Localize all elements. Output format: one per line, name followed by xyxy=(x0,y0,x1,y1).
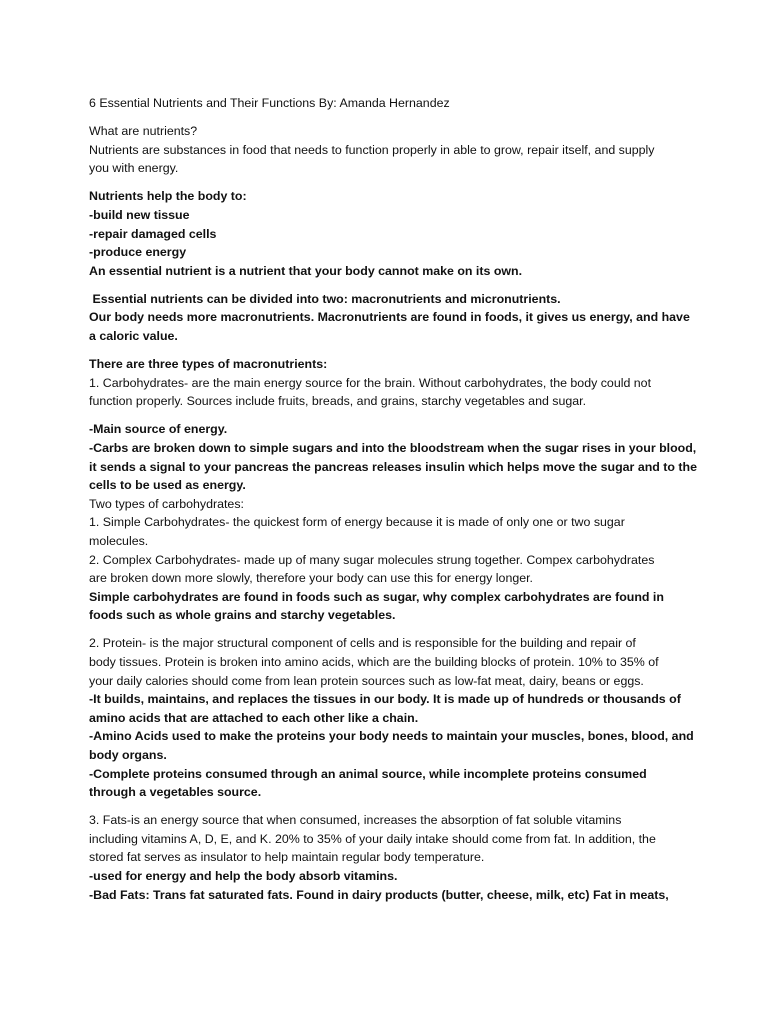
title-line: 6 Essential Nutrients and Their Functions By: Amanda Hernandez xyxy=(89,96,450,110)
text-line: 2. Protein- is the major structural component of cells and is responsible for the building and repair of xyxy=(89,636,636,651)
text-line: -Main source of energy. xyxy=(89,422,228,437)
text-line: including vitamins A, D, E, and K. 20% to 35% of your daily intake should come from fat. In addition, the xyxy=(89,831,656,846)
text-line: -Amino Acids used to make the proteins your body needs to maintain your muscles, bones, blood, and xyxy=(89,729,694,744)
text-line: -Bad Fats: Trans fat saturated fats. Found in dairy products (butter, cheese, milk, etc) Fat in meats, xyxy=(89,887,669,902)
text-line: cells to be used as energy. xyxy=(89,478,246,493)
text-line: it sends a signal to your pancreas the pancreas releases insulin which helps move the sugar and to the xyxy=(89,459,698,474)
text-line: are broken down more slowly, therefore your body can use this for energy longer. xyxy=(89,571,534,586)
document-body xyxy=(89,122,699,904)
text-line: What are nutrients? xyxy=(89,124,198,139)
text-line: stored fat serves as insulator to help maintain regular body temperature. xyxy=(89,850,485,865)
text-line: body tissues. Protein is broken into amino acids, which are the building blocks of protein. 10% to 35% of xyxy=(89,655,659,670)
text-line: you with energy. xyxy=(89,161,179,176)
paragraph xyxy=(89,290,699,346)
text-line: Nutrients are substances in food that needs to function properly in able to grow, repair itself, and supply xyxy=(89,142,655,157)
paragraph xyxy=(89,811,699,904)
text-line: -produce energy xyxy=(89,245,187,260)
text-line: -It builds, maintains, and replaces the tissues in our body. It is made up of hundreds or thousands of xyxy=(89,692,681,707)
paragraph xyxy=(89,355,699,411)
text-line: -Complete proteins consumed through an animal source, while incomplete proteins consumed xyxy=(89,766,647,781)
text-line: through a vegetables source. xyxy=(89,785,262,800)
text-line: foods such as whole grains and starchy vegetables. xyxy=(89,608,396,623)
text-line: -build new tissue xyxy=(89,207,190,222)
paragraph xyxy=(89,634,699,801)
text-line: Simple carbohydrates are found in foods such as sugar, why complex carbohydrates are found in xyxy=(89,589,664,604)
document-title xyxy=(89,94,699,113)
text-line: -repair damaged cells xyxy=(89,226,217,241)
text-line: 1. Simple Carbohydrates- the quickest form of energy because it is made of only one or two sugar xyxy=(89,515,625,530)
text-line: 3. Fats-is an energy source that when consumed, increases the absorption of fat soluble vitamins xyxy=(89,813,622,828)
text-line: Nutrients help the body to: xyxy=(89,189,247,204)
text-line: function properly. Sources include fruits, breads, and grains, starchy vegetables and sugar. xyxy=(89,394,587,409)
text-line: Essential nutrients can be divided into two: macronutrients and micronutrients. xyxy=(89,291,561,306)
document-page xyxy=(89,94,699,914)
text-line: An essential nutrient is a nutrient that your body cannot make on its own. xyxy=(89,263,523,278)
text-line: Our body needs more macronutrients. Macronutrients are found in foods, it gives us energy, and have xyxy=(89,310,690,325)
text-line: body organs. xyxy=(89,748,167,762)
text-line: -used for energy and help the body absorb vitamins. xyxy=(89,869,398,884)
text-line: -Carbs are broken down to simple sugars and into the bloodstream when the sugar rises in your blood, xyxy=(89,441,697,455)
text-line: 1. Carbohydrates- are the main energy source for the brain. Without carbohydrates, the body could not xyxy=(89,375,652,390)
text-line: 2. Complex Carbohydrates- made up of many sugar molecules strung together. Compex carbohydrates xyxy=(89,552,655,567)
text-line: a caloric value. xyxy=(89,329,178,344)
paragraph xyxy=(89,420,699,625)
text-line: molecules. xyxy=(89,533,149,548)
text-line: amino acids that are attached to each other like a chain. xyxy=(89,710,419,725)
text-line: There are three types of macronutrients: xyxy=(89,357,328,372)
text-line: your daily calories should come from lean protein sources such as low-fat meat, dairy, beans or eggs. xyxy=(89,673,644,688)
text-line: Two types of carbohydrates: xyxy=(89,496,244,511)
paragraph xyxy=(89,187,699,280)
paragraph xyxy=(89,122,699,178)
